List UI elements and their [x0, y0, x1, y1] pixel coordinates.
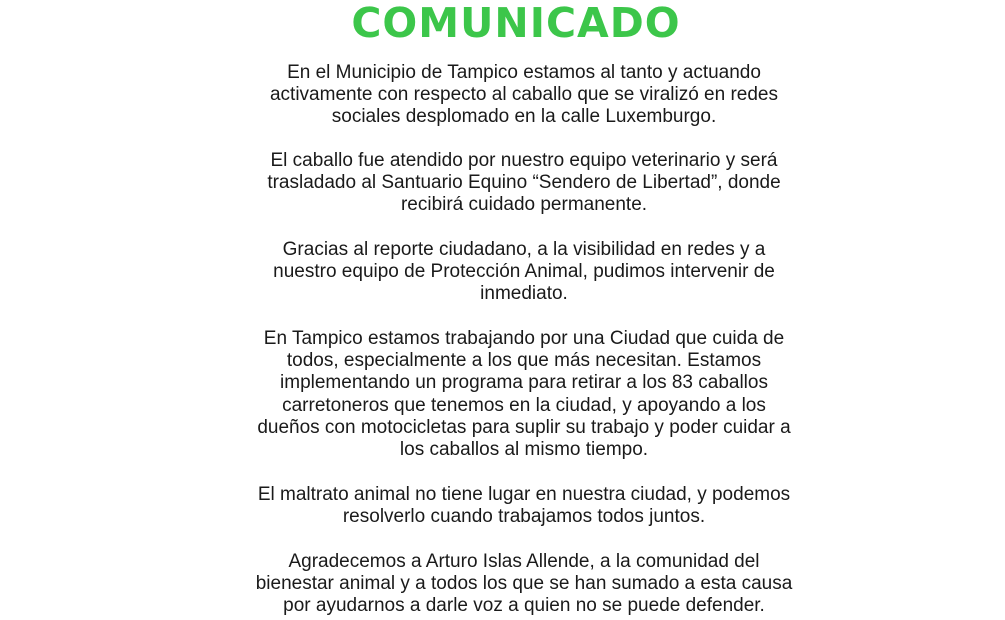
paragraph-line: El caballo fue atendido por nuestro equipo veterinario y será: [270, 150, 778, 171]
paragraph-line: dueños con motocicletas para suplir su trabajo y poder cuidar a: [257, 416, 791, 438]
paragraph-line: activamente con respecto al caballo que se viralizó en redes: [269, 84, 778, 106]
paragraph-line: por ayudarnos a darle voz a quien no se puede defender.: [283, 595, 765, 617]
paragraph-line: sociales desplomado en la calle Luxemburgo.: [331, 106, 717, 128]
paragraph-line: El maltrato animal no tiene lugar en nuestra ciudad, y podemos: [257, 484, 791, 505]
paragraph-line: Agradecemos a Arturo Islas Allende, a la comunidad del: [288, 551, 760, 572]
paragraph-citizen-report: [0, 239, 1005, 306]
paragraph-line: recibirá cuidado permanente.: [400, 194, 648, 216]
paragraph-line: los caballos al mismo tiempo.: [399, 439, 649, 461]
paragraph-veterinary-care: [0, 150, 1005, 217]
paragraph-line: bienestar animal y a todos los que se han sumado a esta causa: [255, 573, 793, 595]
paragraph-line: inmediato.: [480, 283, 568, 305]
paragraph-line: En el Municipio de Tampico estamos al tanto y actuando: [287, 62, 761, 83]
paragraph-line: implementando un programa para retirar a los 83 caballos: [280, 372, 768, 394]
paragraph-line: resolverlo cuando trabajamos todos juntos.: [342, 506, 706, 528]
paragraph-situation-awareness: [0, 62, 1005, 129]
paragraph-line: todos, especialmente a los que más necesitan. Estamos: [286, 350, 762, 372]
paragraph-animal-abuse: [0, 484, 1005, 528]
paragraph-line: nuestro equipo de Protección Animal, pudimos intervenir de: [273, 261, 775, 283]
paragraph-line: Gracias al reporte ciudadano, a la visibilidad en redes y a: [282, 239, 766, 260]
paragraph-line: En Tampico estamos trabajando por una Ciudad que cuida de: [263, 328, 785, 349]
page-title: COMUNICADO: [351, 0, 681, 47]
paragraph-line: carretoneros que tenemos en la ciudad, y apoyando a los: [282, 394, 766, 416]
paragraph-city-program: [0, 328, 1005, 461]
paragraph-line: trasladado al Santuario Equino “Sendero de Libertad”, donde: [267, 172, 781, 194]
paragraph-acknowledgements: [0, 551, 1005, 618]
